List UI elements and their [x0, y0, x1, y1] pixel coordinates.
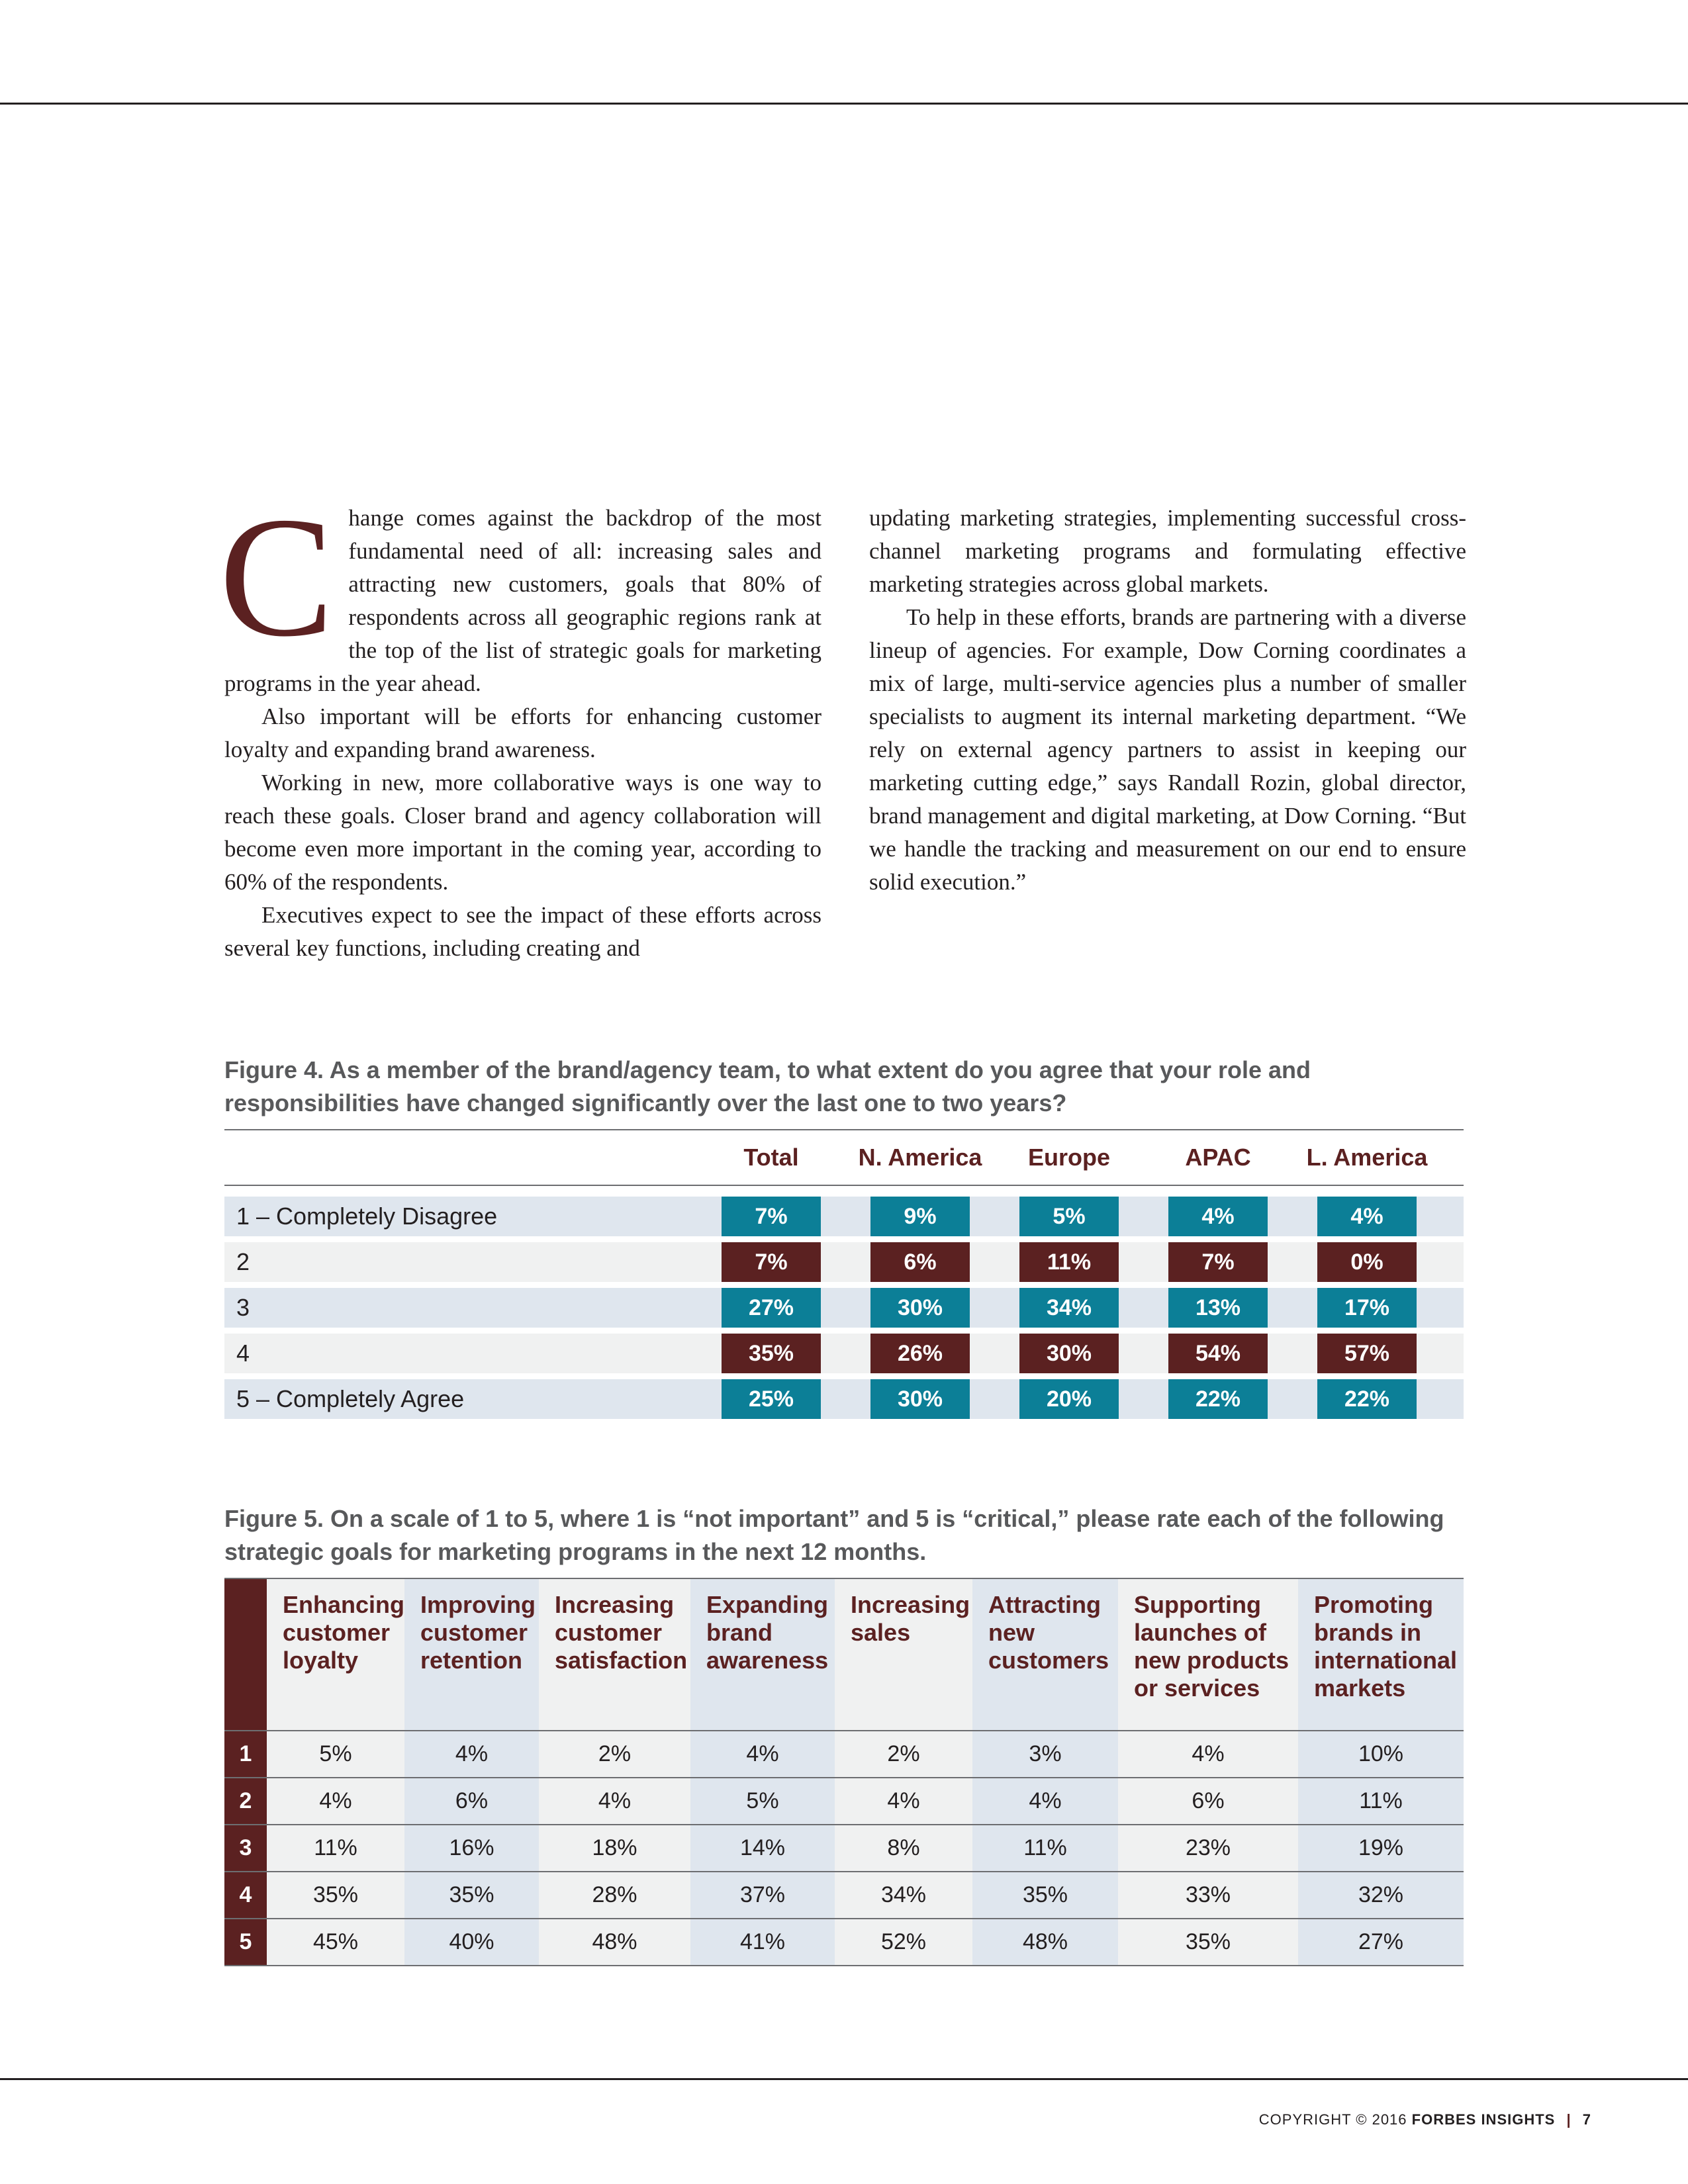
figure-5-rating: 3 [224, 1825, 267, 1872]
figure-5-column-header: Improving customer retention [404, 1578, 539, 1731]
figure-4-cell: 27% [722, 1288, 821, 1328]
figure-5-cell: 8% [835, 1825, 972, 1872]
figure-5-cell: 4% [690, 1731, 835, 1778]
paragraph: Working in new, more collaborative ways is one way to reach these goals. Closer brand and agency collaboration will become even more important in the coming year, according to 60% of the respondents. [224, 770, 821, 895]
figure-5-cell: 14% [690, 1825, 835, 1872]
figure-4-column-header: N. America [858, 1144, 982, 1171]
footer-separator: | [1566, 2111, 1571, 2128]
figure-5-cell: 5% [690, 1778, 835, 1825]
figure-4-top-rule [224, 1129, 1464, 1130]
figure-5-cell: 37% [690, 1872, 835, 1919]
figure-5-cell: 48% [972, 1919, 1118, 1966]
figure-5-rating: 4 [224, 1872, 267, 1919]
body-column-left [219, 482, 821, 965]
figure-4-cell: 25% [722, 1379, 821, 1419]
figure-5-cell: 19% [1298, 1825, 1464, 1872]
figure-5-column-header: Expanding brand awareness [690, 1578, 835, 1731]
figure-5-table [224, 1578, 1464, 1966]
figure-5-cell: 6% [1118, 1778, 1298, 1825]
figure-5-cell: 4% [404, 1731, 539, 1778]
figure-4-cell: 13% [1168, 1288, 1268, 1328]
figure-5-cell: 34% [835, 1872, 972, 1919]
figure-4-cell: 22% [1317, 1379, 1417, 1419]
figure-5-column-header: Attracting new customers [972, 1578, 1118, 1731]
figure-5-cell: 4% [267, 1778, 404, 1825]
figure-5-rating: 5 [224, 1919, 267, 1966]
figure-4-cell: 22% [1168, 1379, 1268, 1419]
figure-4-cell: 5% [1019, 1197, 1119, 1236]
page-number: 7 [1582, 2111, 1591, 2128]
figure-4-column-header: Total [743, 1144, 799, 1171]
figure-4-cell: 20% [1019, 1379, 1119, 1419]
figure-4-row-label: 4 [236, 1340, 250, 1367]
figure-5-row [224, 1731, 1464, 1778]
figure-4-column-header: Europe [1027, 1144, 1110, 1171]
paragraph: Executives expect to see the impact of these efforts across several key functions, including creating and [224, 902, 821, 961]
figure-5-column-header: Promoting brands in international markets [1298, 1578, 1464, 1731]
figure-4-row [224, 1379, 1464, 1419]
figure-5-cell: 35% [404, 1872, 539, 1919]
figure-4-cell: 7% [722, 1197, 821, 1236]
paragraph: To help in these efforts, brands are partnering with a diverse lineup of agencies. For example, Dow Corning coordinates a mix of large, multi-service agencies plus a number of smaller specialists to augment its internal marketing department. “We rely on external agency partners to assist in keeping our marketing cutting edge,” says Randall Rozin, global director, brand management and digital marketing, at Dow Corning. “But we handle the tracking and measurement on our end to ensure solid execution.” [869, 604, 1467, 895]
footer-copyright: COPYRIGHT © 2016 [1258, 2111, 1407, 2128]
bottom-rule [0, 2078, 1688, 2080]
drop-cap: C [219, 482, 334, 672]
figure-5-cell: 35% [1118, 1919, 1298, 1966]
figure-5-cell: 27% [1298, 1919, 1464, 1966]
figure-5-cell: 10% [1298, 1731, 1464, 1778]
figure-5-column-header: Supporting launches of new products or services [1118, 1578, 1298, 1731]
figure-5-title: Figure 5. On a scale of 1 to 5, where 1 is “not important” and 5 is “critical,” please rate each of the following strategic goals for marketing programs in the next 12 months. [224, 1505, 1444, 1565]
figure-4-row [224, 1334, 1464, 1373]
figure-5-cell: 35% [267, 1872, 404, 1919]
figure-5-cell: 45% [267, 1919, 404, 1966]
figure-4-row [224, 1242, 1464, 1282]
figure-5-cell: 40% [404, 1919, 539, 1966]
figure-4-cell: 17% [1317, 1288, 1417, 1328]
figure-5-rating: 2 [224, 1778, 267, 1825]
paragraph: hange comes against the backdrop of the most fundamental need of all: increasing sales and attracting new customers, goals that 80% of respondents across all geographic regions rank at the top of the list of strategic goals for marketing programs in the year ahead. [224, 505, 821, 696]
figure-4-row-label: 3 [236, 1294, 250, 1321]
figure-5-cell: 41% [690, 1919, 835, 1966]
top-rule [0, 103, 1688, 105]
figure-5-row [224, 1872, 1464, 1919]
figure-4-row [224, 1197, 1464, 1236]
figure-5-rating: 1 [224, 1731, 267, 1778]
figure-5-header-row [224, 1578, 1464, 1731]
figure-5-cell: 4% [972, 1778, 1118, 1825]
figure-5-cell: 4% [835, 1778, 972, 1825]
figure-4-column-header: APAC [1185, 1144, 1251, 1171]
figure-5-cell: 2% [539, 1731, 690, 1778]
figure-5-corner [224, 1578, 267, 1731]
figure-4-row-label: 2 [236, 1248, 250, 1275]
figure-4-cell: 30% [870, 1288, 970, 1328]
figure-5-cell: 48% [539, 1919, 690, 1966]
figure-5-cell: 28% [539, 1872, 690, 1919]
figure-5-cell: 5% [267, 1731, 404, 1778]
figure-5-cell: 11% [972, 1825, 1118, 1872]
figure-4-cell: 11% [1019, 1242, 1119, 1282]
figure-5-cell: 11% [1298, 1778, 1464, 1825]
figure-5-cell: 11% [267, 1825, 404, 1872]
figure-5-cell: 23% [1118, 1825, 1298, 1872]
figure-5-column-header: Increasing customer satisfaction [539, 1578, 690, 1731]
figure-5-cell: 4% [1118, 1731, 1298, 1778]
figure-4-cell: 35% [722, 1334, 821, 1373]
figure-5-cell: 32% [1298, 1872, 1464, 1919]
figure-5-column-header: Enhancing customer loyalty [267, 1578, 404, 1731]
figure-4-cell: 7% [1168, 1242, 1268, 1282]
figure-5-column-header: Increasing sales [835, 1578, 972, 1731]
figure-4-title: Figure 4. As a member of the brand/agency team, to what extent do you agree that your role and responsibilities have changed significantly over the last one to two years? [224, 1056, 1311, 1116]
figure-4-cell: 54% [1168, 1334, 1268, 1373]
figure-5-cell: 16% [404, 1825, 539, 1872]
figure-4-cell: 4% [1168, 1197, 1268, 1236]
figure-4-column-header: L. America [1306, 1144, 1428, 1171]
figure-4-cell: 6% [870, 1242, 970, 1282]
figure-4-cell: 26% [870, 1334, 970, 1373]
figure-5-cell: 18% [539, 1825, 690, 1872]
figure-4-row-label: 1 – Completely Disagree [236, 1203, 498, 1230]
figure-5-cell: 35% [972, 1872, 1118, 1919]
figure-4-row-label: 5 – Completely Agree [236, 1385, 465, 1412]
figure-5-row [224, 1778, 1464, 1825]
paragraph: Also important will be efforts for enhancing customer loyalty and expanding brand awareness. [224, 704, 821, 762]
figure-4-cell: 30% [870, 1379, 970, 1419]
figure-5-cell: 4% [539, 1778, 690, 1825]
figure-5-cell: 3% [972, 1731, 1118, 1778]
figure-4-cell: 9% [870, 1197, 970, 1236]
figure-5-cell: 52% [835, 1919, 972, 1966]
figure-4-cell: 34% [1019, 1288, 1119, 1328]
body-column-right [869, 502, 1466, 899]
figure-5-row [224, 1825, 1464, 1872]
footer-brand: FORBES INSIGHTS [1411, 2111, 1556, 2128]
figure-4-cell: 30% [1019, 1334, 1119, 1373]
figure-4-cell: 0% [1317, 1242, 1417, 1282]
figure-5-cell: 2% [835, 1731, 972, 1778]
figure-4-cell: 4% [1317, 1197, 1417, 1236]
figure-4-row [224, 1288, 1464, 1328]
figure-4-cell: 7% [722, 1242, 821, 1282]
figure-4-header-rule [224, 1185, 1464, 1186]
page-footer [1259, 2111, 1591, 2128]
figure-5-cell: 33% [1118, 1872, 1298, 1919]
figure-5-cell: 6% [404, 1778, 539, 1825]
figure-4-cell: 57% [1317, 1334, 1417, 1373]
paragraph: updating marketing strategies, implementing successful cross-channel marketing programs and formulating effective marketing strategies across global markets. [869, 505, 1466, 597]
figure-5-row [224, 1919, 1464, 1966]
